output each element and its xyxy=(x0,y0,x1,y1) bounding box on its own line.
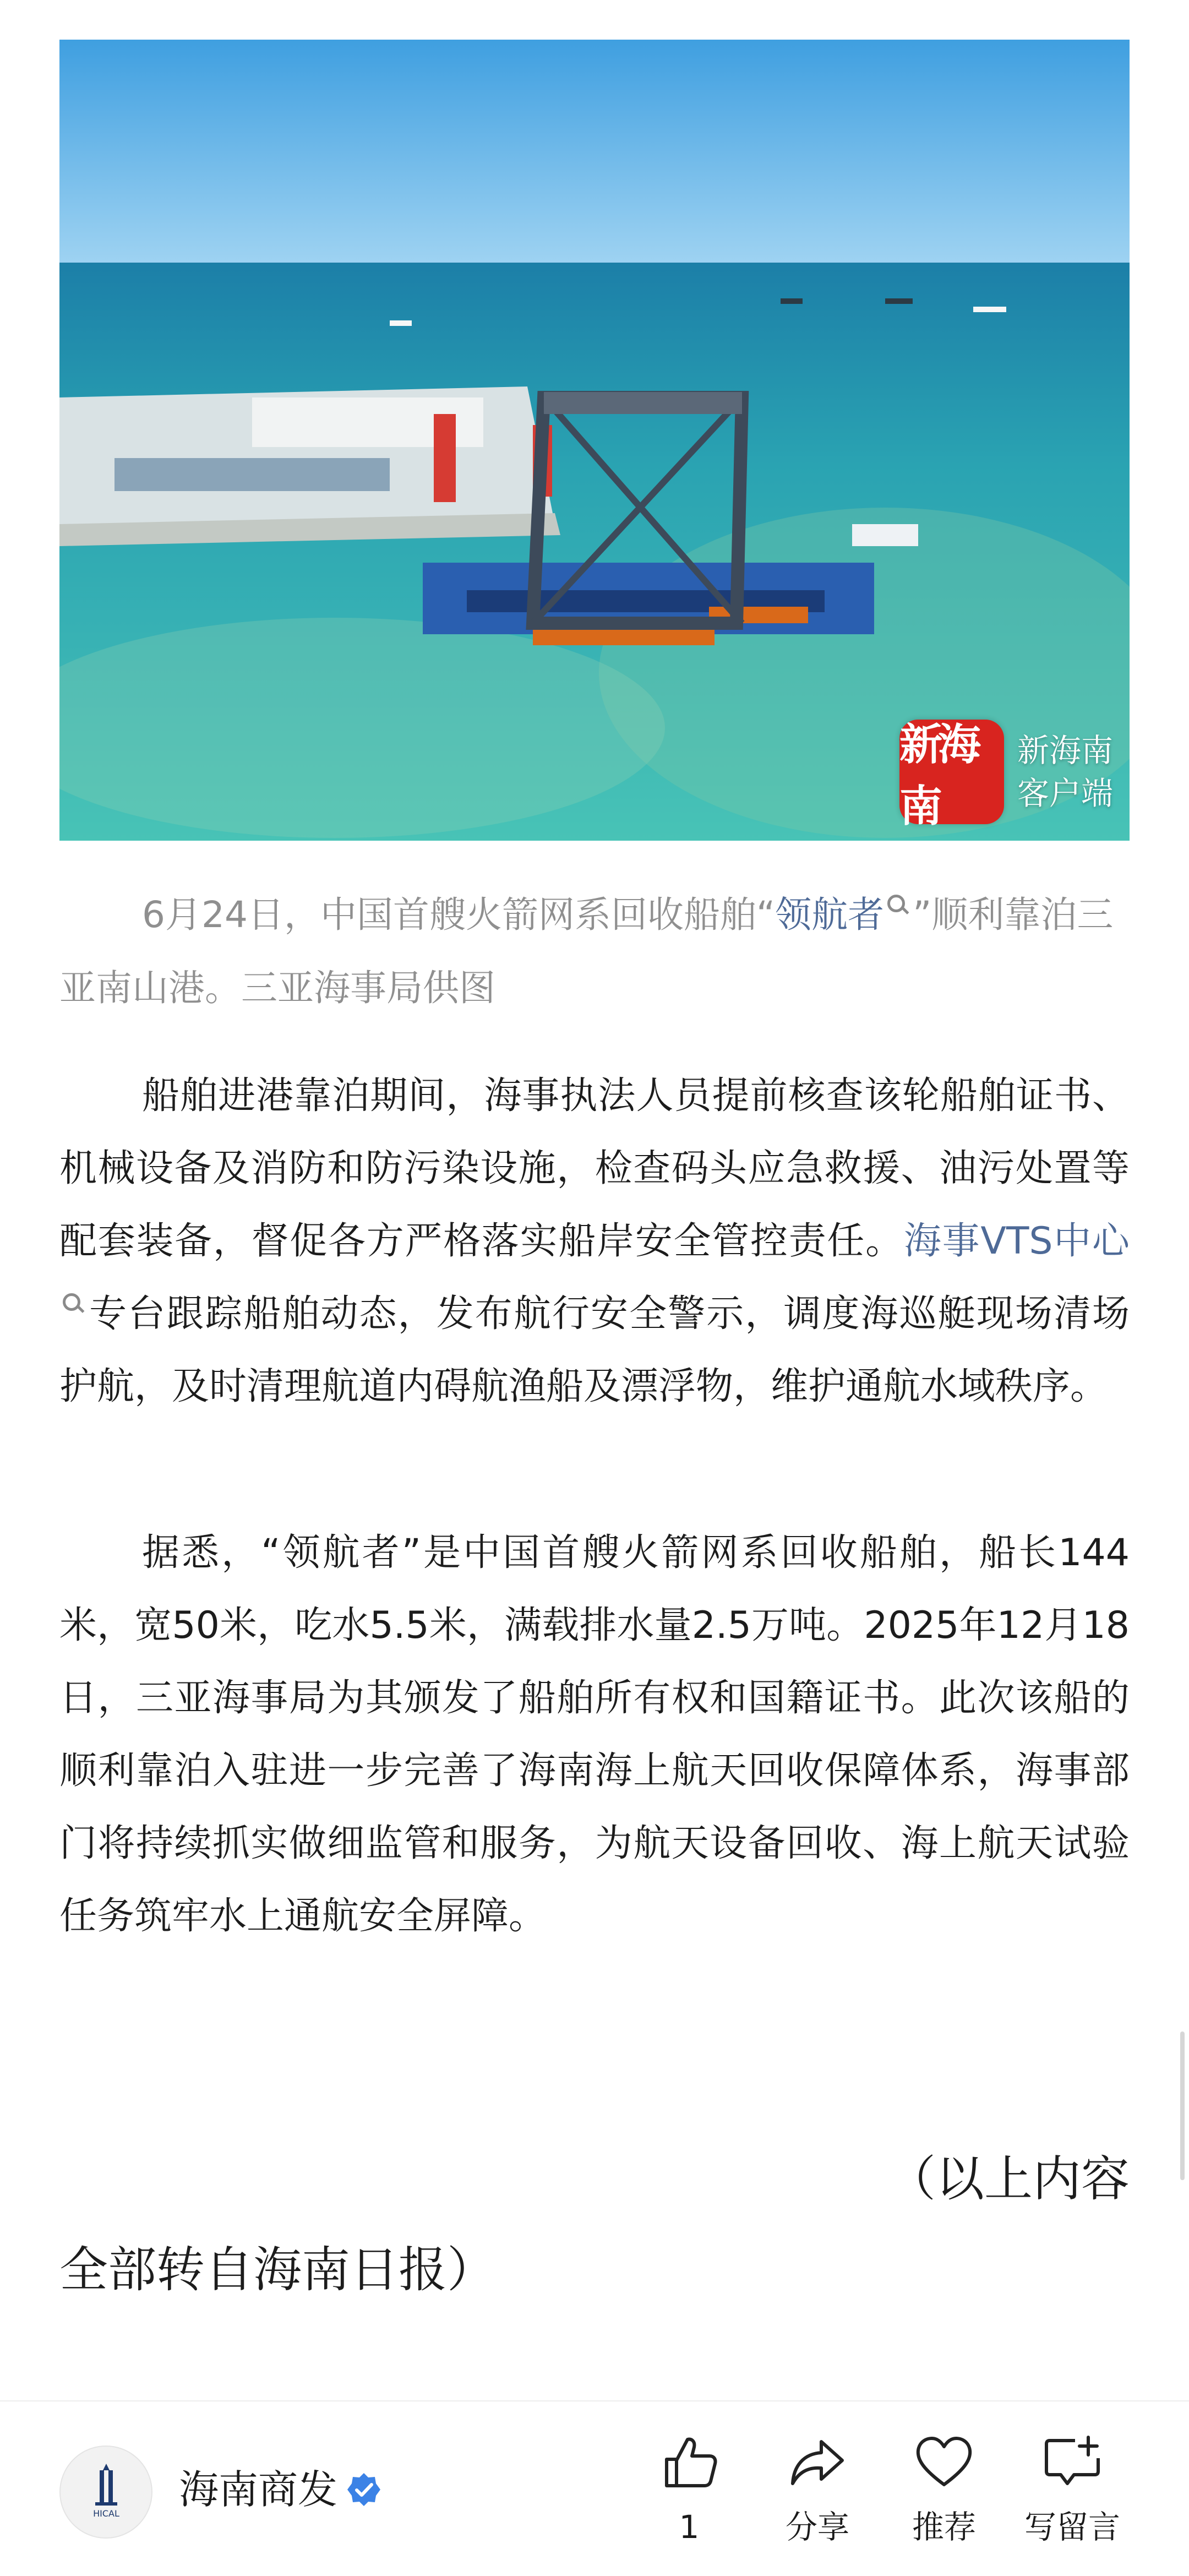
caption-text-end: ”顺利靠泊三亚南山港。三亚海事局供图 xyxy=(59,894,1114,1009)
credit-line-1: （以上内容 xyxy=(887,2150,1130,2207)
search-icon[interactable] xyxy=(887,895,907,914)
author-avatar[interactable] xyxy=(59,2446,152,2539)
comment-plus-icon xyxy=(1042,2432,1103,2492)
caption-link-lead-ship[interactable]: 领航者 xyxy=(775,894,885,936)
credit-line-2: 全部转自海南日报） xyxy=(59,2241,496,2298)
watermark-name: 新海南 xyxy=(1017,732,1113,769)
svg-text:HICAL: HICAL xyxy=(92,2508,119,2519)
like-button[interactable] xyxy=(634,2432,744,2552)
like-count: 1 xyxy=(679,2508,700,2546)
search-icon[interactable] xyxy=(63,1293,83,1313)
share-button[interactable] xyxy=(762,2432,872,2552)
article-photo[interactable] xyxy=(59,40,1130,841)
source-credit xyxy=(59,2133,1130,2315)
heart-icon xyxy=(914,2432,974,2492)
write-comment-button[interactable] xyxy=(1017,2432,1127,2552)
bottom-action-bar xyxy=(0,2400,1189,2576)
article-paragraph-1 xyxy=(59,1060,1130,1423)
article-paragraph-2: 据悉，“领航者”是中国首艘火箭网系回收船舶，船长144米，宽50米，吃水5.5米，满载排水量2.5万吨。2025年12月18日，三亚海事局为其颁发了船舶所有权和国籍证书。此次该船的顺利靠泊入驻进一步完善了海南海上航天回收保障体系，海事部门将持续抓实做细监管和服务，为航天设备回收、海上航天试验任务筑牢水上通航安全屏障。 xyxy=(59,1531,1130,1938)
photo-caption xyxy=(59,878,1130,1025)
scrollbar[interactable] xyxy=(1180,2032,1185,2180)
paragraph-text: 专台跟踪船舶动态，发布航行安全警示，调度海巡艇现场清场护航，及时清理航道内碍航渔船及漂浮物，维护通航水域秩序。 xyxy=(59,1292,1130,1408)
share-icon xyxy=(787,2432,848,2492)
author-label: 海南商发 xyxy=(179,2466,338,2513)
write-comment-label: 写留言 xyxy=(1024,2508,1120,2546)
source-watermark xyxy=(899,720,1113,831)
paragraph-text: 船舶进港靠泊期间，海事执法人员提前核查该轮船舶证书、机械设备及消防和防污染设施，检查码头应急救援、油污处置等配套装备，督促各方严格落实船岸安全管控责任。 xyxy=(59,1074,1130,1263)
recommend-label: 推荐 xyxy=(912,2508,976,2546)
xinhainan-logo: 新海南 xyxy=(899,720,1004,824)
vts-center-link[interactable]: 海事VTS中心 xyxy=(903,1219,1130,1263)
thumbs-up-icon xyxy=(659,2432,719,2492)
author-name[interactable] xyxy=(179,2457,381,2523)
hical-logo-icon xyxy=(73,2459,139,2525)
verified-badge-icon xyxy=(346,2472,381,2507)
share-label: 分享 xyxy=(785,2508,849,2546)
caption-text-start: 6月24日，中国首艘火箭网系回收船舶“ xyxy=(142,894,776,936)
watermark-text xyxy=(1017,729,1113,815)
watermark-sub: 客户端 xyxy=(1017,775,1113,812)
recommend-button[interactable] xyxy=(889,2432,999,2552)
